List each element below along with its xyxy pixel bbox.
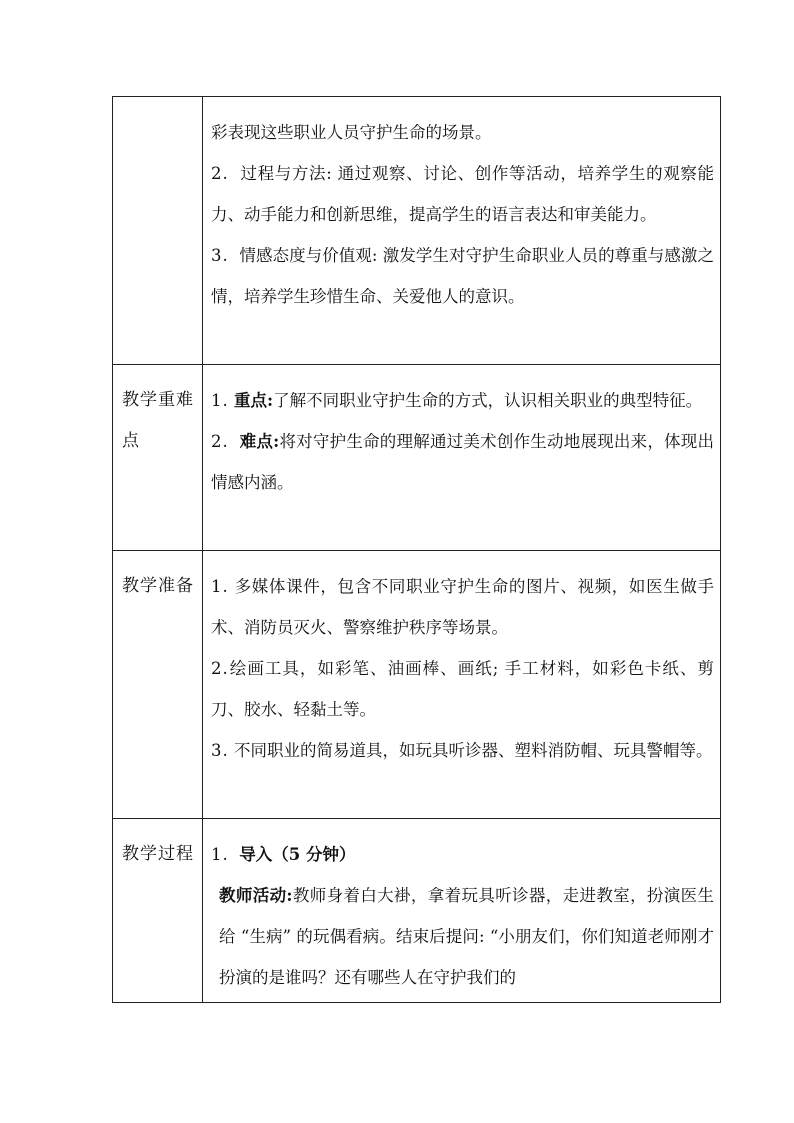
paragraph-number: 2. — [211, 164, 229, 183]
lesson-plan-table — [112, 96, 721, 1003]
paragraph-heading: 导入（5 分钟） — [239, 845, 356, 864]
row-content-cell — [203, 97, 721, 365]
paragraph-number: 3. — [211, 246, 229, 265]
row-label-cell — [113, 365, 203, 551]
paragraph-number: 3. — [211, 741, 229, 760]
paragraph — [211, 834, 714, 875]
row-label-cell — [113, 97, 203, 365]
paragraph — [211, 235, 714, 317]
paragraph — [211, 875, 714, 998]
paragraph — [211, 730, 714, 771]
row-label-cell — [113, 551, 203, 819]
row-label: 教学过程 — [122, 844, 194, 864]
paragraph-text: 了解不同职业守护生命的方式，认识相关职业的典型特征。 — [273, 391, 703, 410]
paragraph — [211, 421, 714, 503]
table-row — [113, 819, 721, 1003]
paragraph-text: 教师身着白大褂，拿着玩具听诊器，走进教室，扮演医生给 “生病” 的玩偶看病。结束后提问: “小朋友们，你们知道老师刚才扮演的是谁吗？还有哪些人在守护我们的 — [219, 886, 715, 987]
paragraph-number: 1. — [211, 845, 229, 864]
paragraph — [211, 380, 714, 421]
paragraph — [211, 566, 714, 648]
table-row — [113, 551, 721, 819]
row-label-cell — [113, 819, 203, 1003]
paragraph-text: 多媒体课件，包含不同职业守护生命的图片、视频，如医生做手术、消防员灭火、警察维护秩序等场景。 — [211, 577, 714, 637]
paragraph-text: 将对守护生命的理解通过美术创作生动地展现出来，体现出情感内涵。 — [211, 432, 715, 492]
row-content-cell — [203, 819, 721, 1003]
paragraph-number: 1. — [211, 577, 229, 596]
paragraph-heading: 重点: — [234, 391, 274, 410]
paragraph-text: 情感态度与价值观: 激发学生对守护生命职业人员的尊重与感激之情，培养学生珍惜生命、关爱他人的意识。 — [211, 246, 714, 306]
row-label: 教学准备 — [122, 576, 194, 596]
table-row — [113, 365, 721, 551]
paragraph-text: 彩表现这些职业人员守护生命的场景。 — [211, 123, 492, 142]
paragraph-number: 2. — [211, 659, 229, 678]
paragraph-heading: 教师活动: — [219, 886, 293, 905]
paragraph-number: 1. — [211, 391, 229, 410]
paragraph-number: 2. — [211, 432, 229, 451]
row-label — [113, 97, 202, 112]
table-row — [113, 97, 721, 365]
paragraph — [211, 112, 714, 153]
row-content-cell — [203, 551, 721, 819]
paragraph-heading: 难点: — [239, 432, 280, 451]
row-content-cell — [203, 365, 721, 551]
row-label: 教学重难点 — [122, 390, 194, 451]
paragraph — [211, 648, 714, 730]
paragraph-text: 不同职业的简易道具，如玩具听诊器、塑料消防帽、玩具警帽等。 — [234, 741, 713, 760]
paragraph — [211, 153, 714, 235]
paragraph-text: 绘画工具，如彩笔、油画棒、画纸; 手工材料，如彩色卡纸、剪刀、胶水、轻黏土等。 — [211, 659, 714, 719]
paragraph-text: 过程与方法: 通过观察、讨论、创作等活动，培养学生的观察能力、动手能力和创新思维，提高学生的语言表达和审美能力。 — [211, 164, 714, 224]
